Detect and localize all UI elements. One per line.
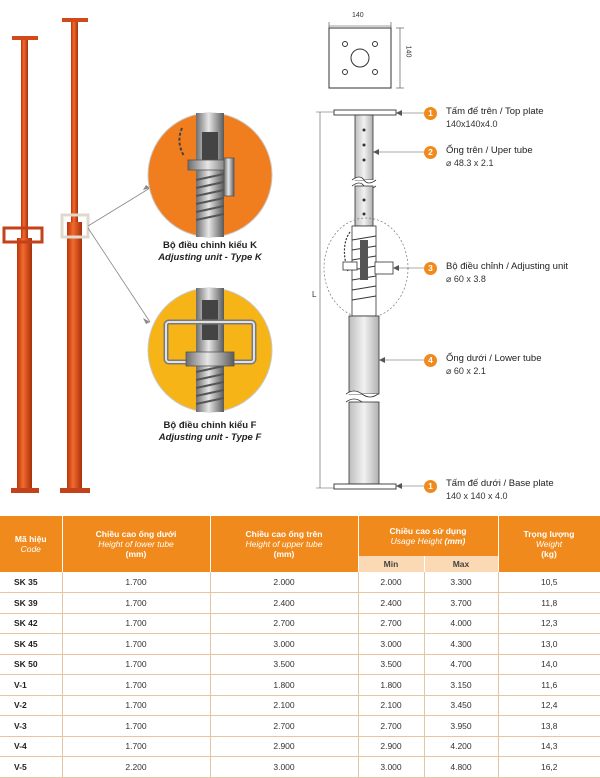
- table-row: [0, 695, 600, 716]
- table-cell: 13,8: [498, 716, 600, 737]
- table-cell: 12,4: [498, 695, 600, 716]
- table-row: [0, 654, 600, 675]
- table-cell: 2.700: [358, 613, 424, 634]
- table-cell: 1.700: [62, 654, 210, 675]
- cell-code: V-2: [0, 695, 62, 716]
- table-cell: 2.700: [358, 716, 424, 737]
- table-cell: 3.000: [210, 634, 358, 655]
- table-row: [0, 572, 600, 593]
- table-cell: 1.800: [210, 675, 358, 696]
- table-cell: 2.900: [210, 736, 358, 757]
- cell-code: SK 42: [0, 613, 62, 634]
- table-cell: 1.700: [62, 716, 210, 737]
- table-cell: 3.000: [358, 757, 424, 778]
- header-usage-height: Chiều cao sử dụng Usage Height (mm): [358, 516, 498, 556]
- header-upper-tube: Chiều cao ống trên Height of upper tube (mm): [210, 516, 358, 572]
- table-cell: 4.000: [424, 613, 498, 634]
- table-cell: 4.300: [424, 634, 498, 655]
- callout-adjusting-unit: Bộ điều chỉnh / Adjusting unit ⌀ 60 x 3.8: [446, 261, 569, 284]
- callout-number: 1: [424, 107, 437, 120]
- table-cell: 2.000: [358, 572, 424, 593]
- table-cell: 1.700: [62, 593, 210, 614]
- cell-code: V-4: [0, 736, 62, 757]
- header-max: Max: [424, 556, 498, 572]
- table-cell: 14,3: [498, 736, 600, 757]
- table-cell: 1.700: [62, 736, 210, 757]
- cell-code: SK 39: [0, 593, 62, 614]
- table-cell: 1.700: [62, 695, 210, 716]
- cell-code: SK 35: [0, 572, 62, 593]
- pointer-line-k: [88, 188, 150, 226]
- cell-code: V-1: [0, 675, 62, 696]
- table-cell: 1.800: [358, 675, 424, 696]
- callout-number: 4: [424, 354, 437, 367]
- table-cell: 3.500: [210, 654, 358, 675]
- callout-base-plate: Tấm đế dưới / Base plate 140 x 140 x 4.0: [446, 478, 554, 501]
- table-cell: 2.200: [62, 757, 210, 778]
- table-cell: 2.000: [210, 572, 358, 593]
- table-cell: 11,8: [498, 593, 600, 614]
- table-cell: 1.700: [62, 572, 210, 593]
- table-cell: 16,2: [498, 757, 600, 778]
- table-cell: 3.000: [358, 634, 424, 655]
- cell-code: SK 50: [0, 654, 62, 675]
- prop-technical-drawing: [316, 110, 408, 489]
- caption-unit-k: Bộ điều chỉnh kiểu K Adjusting unit - Type K: [158, 240, 262, 263]
- table-cell: 2.400: [358, 593, 424, 614]
- callout-lower-tube: Ống dưới / Lower tube ⌀ 60 x 2.1: [446, 353, 542, 376]
- adjusting-unit-k-illustration: [148, 113, 272, 237]
- top-plate-height-label: 140: [404, 45, 412, 58]
- table-cell: 10,5: [498, 572, 600, 593]
- top-plate-plan-view: [329, 22, 404, 88]
- table-row: [0, 613, 600, 634]
- table-header-row: [0, 516, 600, 556]
- table-cell: 4.800: [424, 757, 498, 778]
- table-cell: 2.700: [210, 613, 358, 634]
- header-lower-tube: Chiều cao ống dưới Height of lower tube (mm): [62, 516, 210, 572]
- callout-number: 3: [424, 262, 437, 275]
- table-row: [0, 716, 600, 737]
- header-min: Min: [358, 556, 424, 572]
- table-cell: 3.950: [424, 716, 498, 737]
- callout-number: 2: [424, 146, 437, 159]
- table-row: [0, 757, 600, 778]
- callout-top-plate: Tấm đế trên / Top plate 140x140x4.0: [446, 106, 544, 129]
- table-row: [0, 736, 600, 757]
- cell-code: V-5: [0, 757, 62, 778]
- header-weight: Trọng lượng Weight (kg): [498, 516, 600, 572]
- table-row: [0, 634, 600, 655]
- table-cell: 1.700: [62, 613, 210, 634]
- prop-photo-2: [60, 18, 90, 493]
- caption-unit-f: Bộ điều chỉnh kiểu F Adjusting unit - Type F: [158, 420, 262, 443]
- table-cell: 2.700: [210, 716, 358, 737]
- table-cell: 4.700: [424, 654, 498, 675]
- table-cell: 1.700: [62, 634, 210, 655]
- table-cell: 2.900: [358, 736, 424, 757]
- adjusting-unit-f-illustration: [148, 288, 272, 412]
- table-body: [0, 572, 600, 777]
- table-cell: 3.500: [358, 654, 424, 675]
- table-cell: 3.000: [210, 757, 358, 778]
- callout-upper-tube: Ống trên / Uper tube ⌀ 48.3 x 2.1: [446, 145, 533, 168]
- table-cell: 1.700: [62, 675, 210, 696]
- table-cell: 13,0: [498, 634, 600, 655]
- specification-table: [0, 516, 600, 778]
- table-cell: 3.450: [424, 695, 498, 716]
- table-cell: 3.150: [424, 675, 498, 696]
- prop-photo-1: [4, 36, 42, 493]
- table-cell: 4.200: [424, 736, 498, 757]
- table-cell: 2.100: [358, 695, 424, 716]
- top-plate-width-label: 140: [352, 12, 364, 19]
- table-cell: 2.400: [210, 593, 358, 614]
- cell-code: V-3: [0, 716, 62, 737]
- callout-number: 1: [424, 480, 437, 493]
- length-label: L: [312, 290, 317, 299]
- header-code: Mã hiệu Code: [0, 516, 62, 572]
- table-row: [0, 675, 600, 696]
- table-cell: 3.700: [424, 593, 498, 614]
- table-cell: 2.100: [210, 695, 358, 716]
- table-cell: 3.300: [424, 572, 498, 593]
- table-row: [0, 593, 600, 614]
- table-cell: 11,6: [498, 675, 600, 696]
- cell-code: SK 45: [0, 634, 62, 655]
- table-cell: 12,3: [498, 613, 600, 634]
- table-cell: 14,0: [498, 654, 600, 675]
